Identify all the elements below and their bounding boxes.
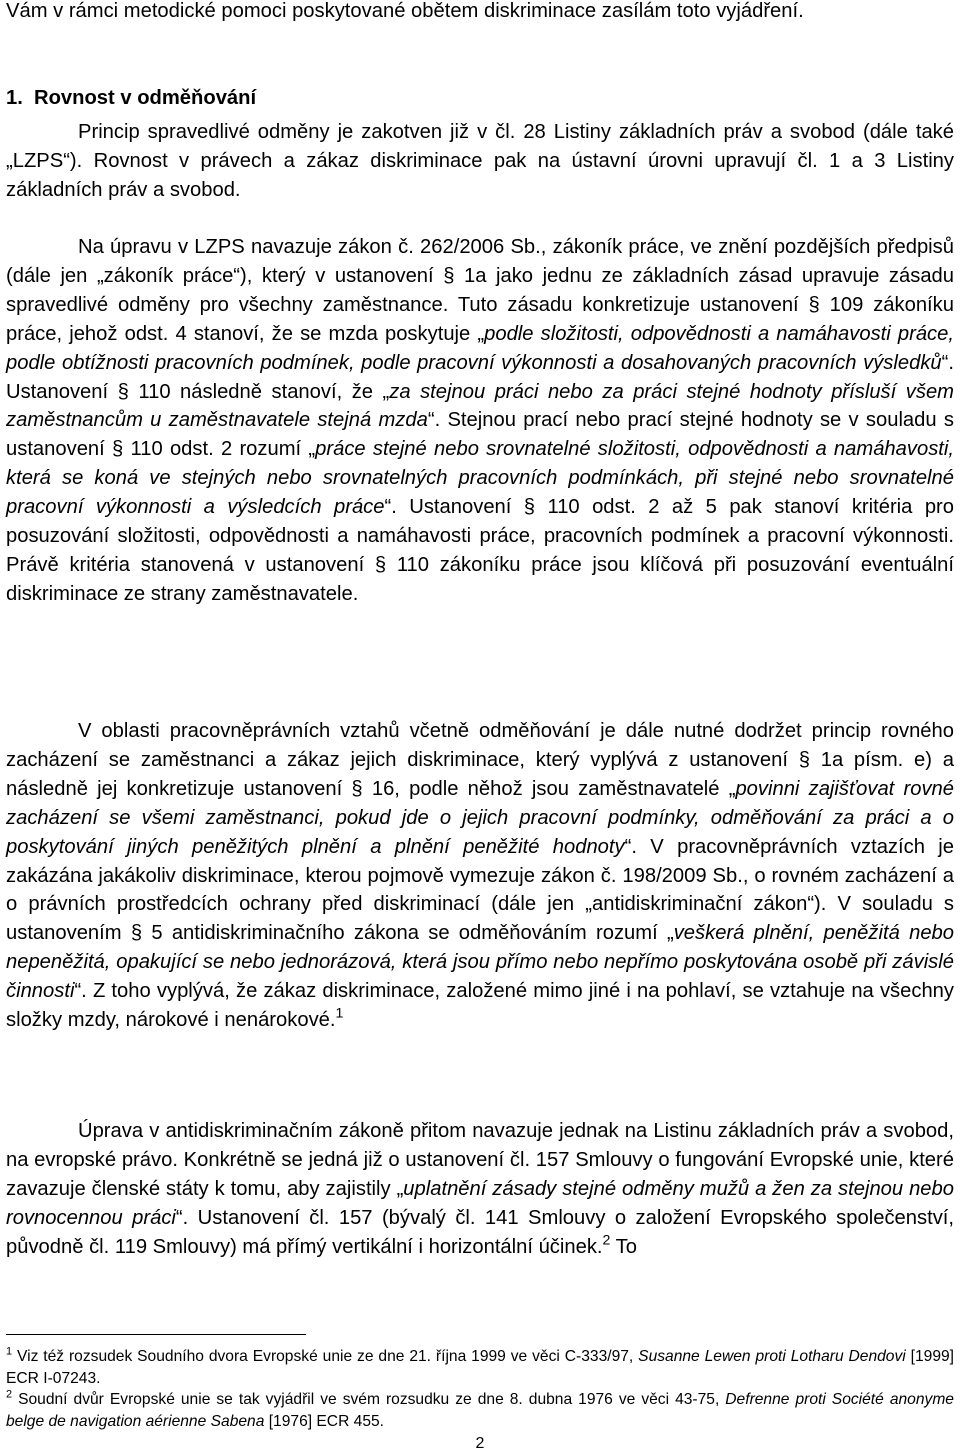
- italic-quote: práce stejné nebo srovnatelné složitosti, odpovědnosti a namáhavosti, která se koná ve stejných nebo srovnatelných pracovních podmínkách, při stejné nebo srovnatelné pracovní výkonnosti a výsledcích práce: [6, 438, 954, 519]
- text-run: [1999] ECR I-07243.: [6, 1348, 955, 1388]
- intro-paragraph: Vám v rámci metodické pomoci poskytované obětem diskriminace zasílám toto vyjádření.: [6, 0, 804, 22]
- text-run: “. Ustanovení § 110 následně stanoví, že „: [6, 351, 954, 403]
- footnote-reference: 1: [335, 1004, 344, 1021]
- footnote-separator: [6, 1334, 306, 1335]
- text-run: “. Z toho vyplývá, že zákaz diskriminace, založené mimo jiné i na pohlaví, se vztahuje na všechny složky mzdy, nárokové i nenárokové.: [6, 980, 954, 1032]
- footnote-reference: 2: [602, 1231, 611, 1248]
- text-run: “. Ustanovení čl. 157 (bývalý čl. 141 Smlouvy o založení Evropského společenství, původně čl. 119 Smlouvy) má přímý vertikální i horizontální účinek.: [6, 1206, 955, 1258]
- text-run: [1976] ECR 455.: [264, 1413, 385, 1431]
- paragraph-2: [6, 233, 954, 609]
- text-run: “. Stejnou prací nebo prací stejné hodnoty se v souladu s ustanovení § 110 odst. 2 rozumí „: [6, 409, 954, 461]
- italic-quote: povinni zajišťovat rovné zacházení se všemi zaměstnanci, pokud jde o jejich pracovní podmínky, odměňování za práci a o poskytování jiných peněžitých plnění a plnění peněžité hodnoty: [6, 777, 954, 858]
- italic-quote: podle složitosti, odpovědnosti a namáhavosti práce, podle obtížnosti pracovních podmínek, podle pracovní výkonnosti a dosahovaných pracovních výsledků: [6, 322, 954, 374]
- text-run: “. V pracovněprávních vztazích je zakázána jakákoliv diskriminace, kterou pojmově vymezuje zákon č. 198/2009 Sb., o rovném zacházení a o právních prostředcích ochrany před diskriminací (dále jen „antidiskriminační zákon“). V souladu s ustanovením § 5 antidiskriminačního zákona se odměňováním rozumí „: [6, 835, 955, 945]
- text-run: Na úpravu v LZPS navazuje zákon č. 262/2006 Sb., zákoník práce, ve znění pozdějších předpisů (dále jen „zákoník práce“), který v ustanovení § 1a jako jednu ze základních zásad upravuje zásadu spravedlivé odměny pro všechny zaměstnance. Tuto zásadu konkretizuje ustanovení § 109 zákoníku práce, jehož odst. 4 stanoví, že se mzda poskytuje „: [6, 236, 954, 345]
- paragraph-1: [6, 118, 954, 205]
- text-run: Viz též rozsudek Soudního dvora Evropské unie ze dne 21. října 1999 ve věci C-333/97,: [12, 1348, 639, 1365]
- footnote-reference: 2: [6, 1388, 13, 1401]
- footnote-1: [6, 1346, 954, 1391]
- italic-quote: Susanne Lewen proti Lotharu Dendovi: [638, 1348, 906, 1365]
- text-run: “. Ustanovení § 110 odst. 2 až 5 pak stanoví kritéria pro posuzování složitosti, odpovědnosti a namáhavosti práce, pracovních podmínek a pracovní výkonnosti. Právě kritéria stanovená v ustanovení § 110 zákoníku práce jsou klíčová při posuzování eventuální diskriminace ze strany zaměstnavatele.: [6, 496, 955, 605]
- paragraph-4: [6, 1117, 954, 1262]
- text-run: Princip spravedlivé odměny je zakotven již v čl. 28 Listiny základních práv a svobod (dále také „LZPS“). Rovnost v právech a zákaz diskriminace pak na ústavní úrovni upravují čl. 1 a 3 Listiny základních práv a svobod.: [6, 121, 954, 201]
- italic-quote: za stejnou práci nebo za práci stejné hodnoty přísluší všem zaměstnancům u zaměstnavatele stejná mzda: [6, 380, 954, 432]
- footnote-2: [6, 1389, 954, 1434]
- section-heading: [6, 84, 256, 113]
- text-run: V oblasti pracovněprávních vztahů včetně odměňování je dále nutné dodržet princip rovného zacházení se zaměstnanci a zákaz jejich diskriminace, který vyplývá z ustanovení § 1a písm. e) a následně jej konkretizuje ustanovení § 16, podle něhož jsou zaměstnavatelé „: [6, 720, 954, 800]
- italic-quote: veškerá plnění, peněžitá nebo nepeněžitá, opakující se nebo jednorázová, která jsou přímo nebo nepřímo poskytována osobě při závislé činnosti: [6, 922, 954, 1003]
- text-run: Úprava v antidiskriminačním zákoně přitom navazuje jednak na Listinu základních práv a svobod, na evropské právo. Konkrétně se jedná již o ustanovení čl. 157 Smlouvy o fungování Evropské unie, které zavazuje členské státy k tomu, aby zajistily „: [6, 1120, 954, 1200]
- footnote-reference: 1: [6, 1345, 13, 1358]
- italic-quote: Defrenne proti Société anonyme belge de navigation aérienne Sabena: [6, 1391, 954, 1431]
- text-run: Soudní dvůr Evropské unie se tak vyjádřil ve svém rozsudku ze dne 8. dubna 1976 ve věci 43-75,: [12, 1391, 726, 1408]
- paragraph-3: [6, 717, 954, 1035]
- section-title: Rovnost v odměňování: [34, 87, 257, 109]
- page-number: 2: [475, 1435, 485, 1452]
- text-run: To: [610, 1235, 637, 1258]
- section-number: 1.: [6, 87, 23, 109]
- italic-quote: uplatnění zásady stejné odměny mužů a žen za stejnou nebo rovnocennou práci: [6, 1177, 954, 1229]
